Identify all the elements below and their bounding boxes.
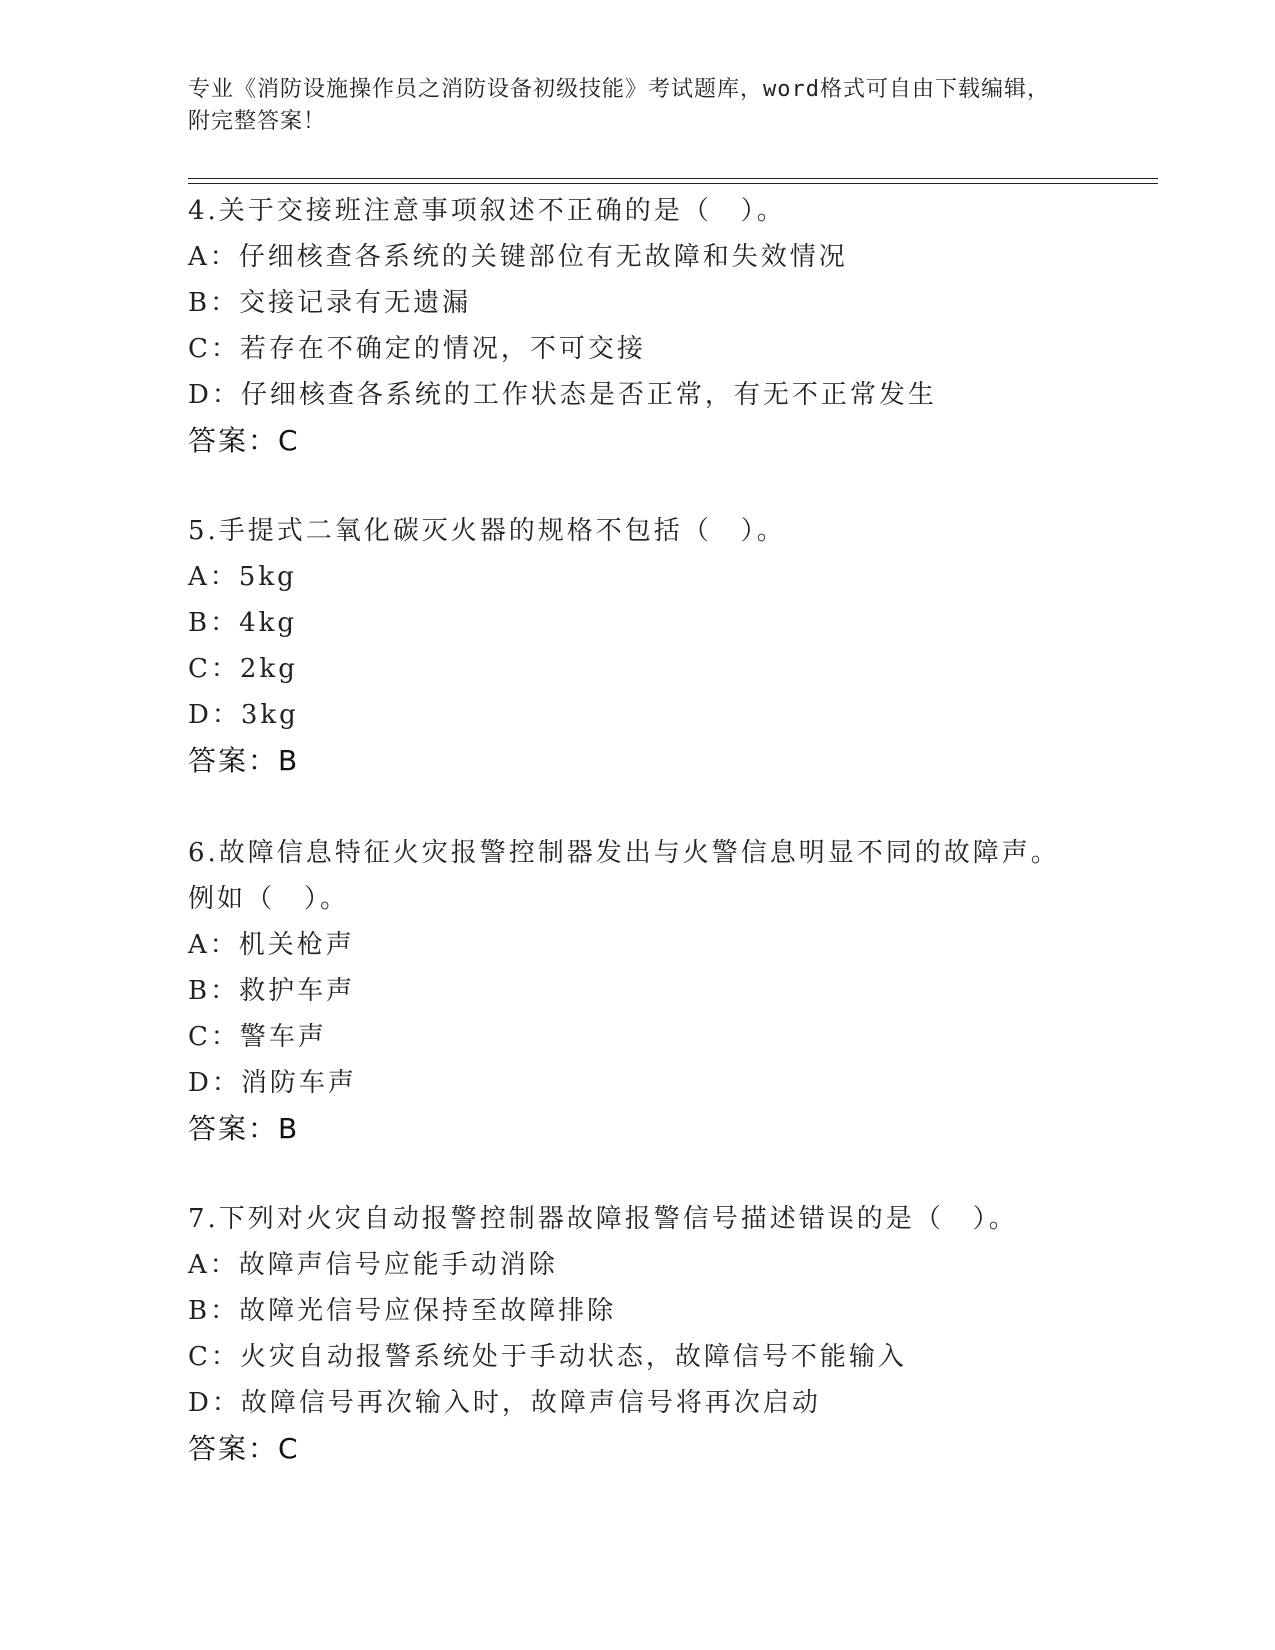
option-a: A：仔细核查各系统的关键部位有无故障和失效情况 bbox=[188, 242, 848, 272]
option-d: D：故障信号再次输入时，故障声信号将再次启动 bbox=[188, 1388, 821, 1418]
option-a: A：机关枪声 bbox=[188, 930, 355, 960]
answer: 答案：C bbox=[188, 1432, 300, 1465]
header-rule-bottom bbox=[188, 183, 1158, 184]
option-b: B：故障光信号应保持至故障排除 bbox=[188, 1296, 617, 1326]
answer: 答案：B bbox=[188, 1112, 300, 1145]
option-c: C：警车声 bbox=[188, 1022, 327, 1052]
option-a: A：故障声信号应能手动消除 bbox=[188, 1250, 558, 1280]
option-a: A：5kg bbox=[188, 562, 297, 592]
question-stem: 4.关于交接班注意事项叙述不正确的是（ ）。 bbox=[188, 196, 786, 226]
option-c: C：火灾自动报警系统处于手动状态，故障信号不能输入 bbox=[188, 1342, 907, 1372]
option-d: D：仔细核查各系统的工作状态是否正常，有无不正常发生 bbox=[188, 380, 937, 410]
option-b: B：救护车声 bbox=[188, 976, 356, 1006]
option-d: D：3kg bbox=[188, 700, 299, 730]
answer: 答案：C bbox=[188, 424, 300, 457]
question-stem: 5.手提式二氧化碳灭火器的规格不包括（ ）。 bbox=[188, 516, 786, 546]
question-4 bbox=[188, 188, 1188, 464]
question-stem: 6.故障信息特征火灾报警控制器发出与火警信息明显不同的故障声。 bbox=[188, 838, 1060, 868]
document-header: 专业《消防设施操作员之消防设备初级技能》考试题库，word格式可自由下载编辑，附完整答案！ bbox=[188, 77, 1050, 134]
question-7 bbox=[188, 1196, 1188, 1472]
question-stem-continued: 例如（ ）。 bbox=[188, 884, 350, 914]
option-c: C：若存在不确定的情况，不可交接 bbox=[188, 334, 646, 364]
option-c: C：2kg bbox=[188, 654, 298, 684]
question-5 bbox=[188, 508, 1188, 784]
option-b: B：4kg bbox=[188, 608, 298, 638]
option-b: B：交接记录有无遗漏 bbox=[188, 288, 472, 318]
question-6 bbox=[188, 830, 1188, 1152]
header-rule-top bbox=[188, 178, 1158, 179]
option-d: D：消防车声 bbox=[188, 1068, 357, 1098]
answer: 答案：B bbox=[188, 744, 300, 777]
question-stem: 7.下列对火灾自动报警控制器故障报警信号描述错误的是（ ）。 bbox=[188, 1204, 1018, 1234]
